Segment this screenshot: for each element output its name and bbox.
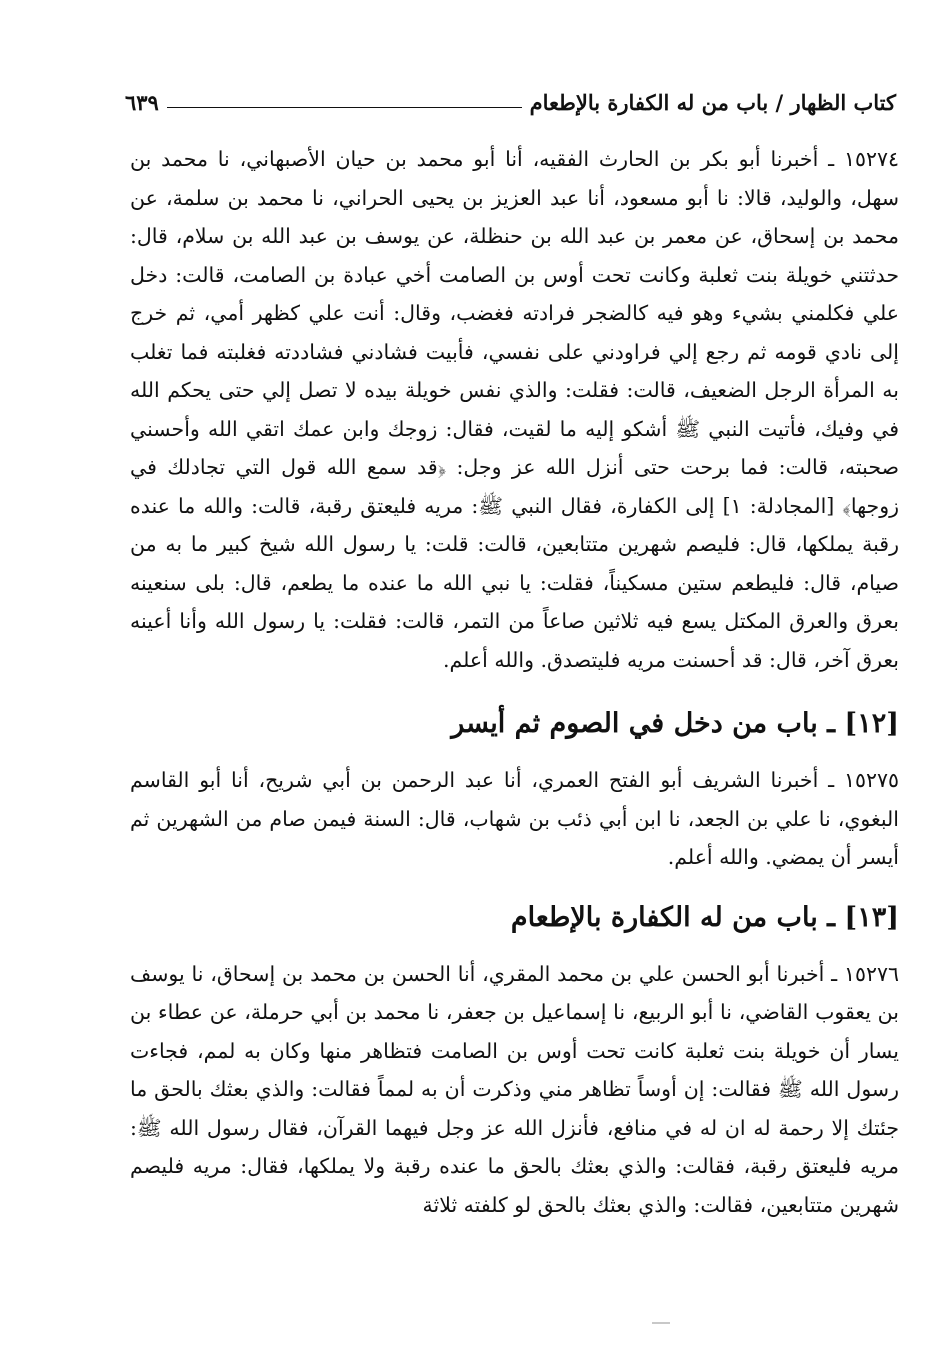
- section-heading-12: [١٢] ـ باب من دخل في الصوم ثم أيسر: [451, 708, 899, 739]
- page-number: ٦٣٩: [125, 89, 159, 115]
- header-rule: [167, 107, 522, 108]
- hadith-15274: ١٥٢٧٤ ـ أخبرنا أبو بكر بن الحارث الفقيه، أنا أبو محمد بن حيان الأصبهاني، نا محمد بن سهل، والوليد، قالا: نا أبو مسعود، أنا عبد العزيز بن يحيى الحراني، نا محمد بن سلمة، عن محمد بن إسحاق، عن معمر بن عبد الله بن حنظلة، عن يوسف بن عبد الله بن سلام، قال: حدثتني خويلة بنت ثعلبة وكانت تحت أوس بن الصامت أخي عبادة بن الصامت، قالت: دخل علي فكلمني بشيء وهو فيه كالضجر فرادته فغضب، وقال: أنت علي كظهر أمي، ثم خرج إلى نادي قومه ثم رجع إلي فراودني على نفسي، فأبيت فشادني فشاددته فغلبته فما تغلب به المرأة الرجل الضعيف، قالت: فقلت: والذي نفس خويلة بيده لا تصل إلي حتى يحكم الله في وفيك، فأتيت النبي ﷺ أشكو إليه ما لقيت، فقال: زوجك وابن عمك اتقي الله وأحسني صحبته، قالت: فما برحت حتى أنزل الله عز وجل: ﴿قد سمع الله قول التي تجادلك في زوجها﴾ [المجادلة: ١] إلى الكفارة، فقال النبي ﷺ: مريه فليعتق رقبة، قالت: والله ما عنده رقبة يملكها، قال: فليصم شهرين متتابعين، قالت: قلت: يا رسول الله شيخ كبير ما به من صيام، قال: فليطعم ستين مسكيناً، فقلت: يا نبي الله ما عنده ما يطعم، قال: بلى سنعينه بعرق والعرق المكتل يسع فيه ثلاثين صاعاً من التمر، قالت: فقلت: يا رسول الله وأنا أعينه بعرق آخر، قال: قد أحسنت مريه فليتصدق. والله أعلم.: [130, 147, 900, 672]
- running-title: كتاب الظهار / باب من له الكفارة بالإطعام: [529, 89, 896, 115]
- running-header: [125, 84, 896, 120]
- scan-artifact: [652, 1322, 670, 1324]
- section-heading-13: [١٣] ـ باب من له الكفارة بالإطعام: [510, 901, 899, 933]
- hadith-15275: ١٥٢٧٥ ـ أخبرنا الشريف أبو الفتح العمري، أنا عبد الرحمن بن أبي شريح، أنا أبو القاسم البغوي، نا علي بن الجعد، نا ابن أبي ذئب بن شهاب، قال: السنة فيمن صام من الشهرين ثم أيسر أن يمضي. والله أعلم.: [130, 768, 899, 869]
- hadith-15276: ١٥٢٧٦ ـ أخبرنا أبو الحسن علي بن محمد المقري، أنا الحسن بن محمد بن إسحاق، نا يوسف بن يعقوب القاضي، نا أبو الربيع، نا إسماعيل بن جعفر، نا محمد بن أبي حرملة، عن عطاء بن يسار أن خويلة بنت ثعلبة كانت تحت أوس بن الصامت فتظاهر منها وكان به لمم، فجاءت رسول الله ﷺ فقالت: إن أوساً تظاهر مني وذكرت أن به لمماً فقالت: والذي بعثك بالحق ما جئتك إلا رحمة له ان له في منافع، فأنزل الله عز وجل فيهما القرآن، فقال رسول الله ﷺ: مريه فليعتق رقبة، فقالت: والذي بعثك بالحق ما عنده رقبة ولا يملكها، فقال: مريه فليصم شهرين متتابعين، فقالت: والذي بعثك بالحق لو كلفته ثلاثة: [130, 961, 899, 1217]
- body-text: [130, 140, 899, 1224]
